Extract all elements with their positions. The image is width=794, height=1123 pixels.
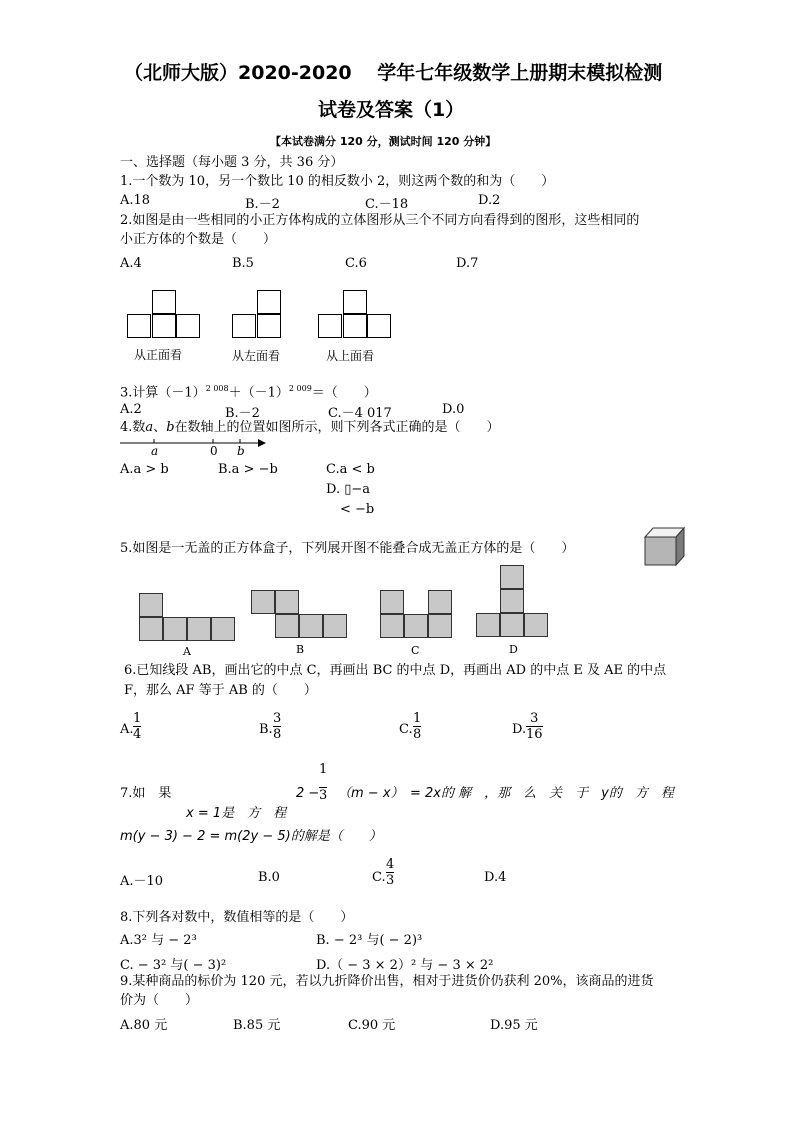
section-heading: 一、选择题（每小题 3 分，共 36 分） — [120, 155, 344, 170]
q4-var-b: b — [166, 420, 175, 435]
q2-option-b: B.5 — [232, 256, 254, 271]
q1-option-c: C.－18 — [365, 197, 409, 212]
q4-sep: 、 — [153, 420, 167, 435]
q6-option-d-denominator: 16 — [526, 727, 543, 742]
q8-stem: 8.下列各对数中，数值相等的是（ ） — [120, 910, 354, 925]
q6-option-a-numerator: 1 — [133, 711, 142, 726]
q1-option-a: A.18 — [120, 193, 151, 208]
q4-option-d: D. ▯−a — [326, 482, 371, 497]
q7-option-c-numerator: 4 — [386, 857, 395, 872]
q7-stem-part-2: x = 1是 方 程 — [186, 806, 287, 821]
q6-option-a-fraction — [133, 711, 141, 742]
q4-option-d-continued: < −b — [340, 502, 375, 517]
q3-stem-part-2: ＋（－1） — [228, 385, 289, 401]
q7-fraction-numerator: 1 — [319, 762, 328, 777]
q7-stem-part-4: m(y − 3) − 2 = m(2y − 5)的解是（ ） — [120, 829, 382, 844]
q9-stem-line-2: 价为（ ） — [120, 993, 199, 1008]
q8-option-a: A.3² 与 − 2³ — [120, 933, 197, 948]
q4-option-c: C.a < b — [326, 462, 375, 477]
q9-option-d: D.95 元 — [490, 1018, 538, 1033]
q9-stem-line-1: 9.某种商品的标价为 120 元，若以九折降价出售，相对于进货价仍获利 20%，该商品的进货 — [120, 974, 654, 989]
q6-option-d-fraction — [526, 711, 543, 742]
q7-stem-part-1: 7.如 果 — [120, 786, 172, 801]
q9-option-c: C.90 元 — [348, 1018, 396, 1033]
q3-option-c: C.－4 017 — [328, 406, 392, 421]
q2-option-d: D.7 — [456, 256, 479, 271]
exam-subtitle: 【本试卷满分 120 分，测试时间 120 分钟】 — [270, 135, 497, 148]
net-c-label: C — [411, 644, 420, 657]
q3-option-a: A.2 — [120, 402, 142, 417]
q6-stem-line-1: 6.已知线段 AB，画出它的中点 C，再画出 BC 的中点 D，再画出 AD 的中点 E 及 AE 的中点 — [124, 663, 667, 678]
q8-option-c: C. − 3² 与( − 3)² — [120, 958, 227, 973]
q1-option-d: D.2 — [478, 193, 501, 208]
q4-var-a: a — [145, 420, 154, 435]
q6-stem-line-2: F，那么 AF 等于 AB 的（ ） — [124, 683, 317, 698]
q4-stem-part-2: 在数轴上的位置如图所示，则下列各式正确的是（ ） — [174, 420, 500, 435]
q6-option-b-prefix: B. — [259, 722, 273, 737]
title-line-2: 试卷及答案（1） — [318, 99, 465, 121]
q4-option-b: B.a > −b — [218, 462, 278, 477]
q7-stem-part-3a: 2 − — [296, 786, 320, 801]
q2-option-c: C.6 — [345, 256, 367, 271]
net-b-label: B — [296, 643, 305, 656]
title-line-1: （北师大版）2020-2020 学年七年级数学上册期末模拟检测 — [124, 62, 663, 84]
q6-option-c-fraction — [413, 711, 421, 742]
q7-fraction — [319, 762, 327, 803]
q6-option-c-numerator: 1 — [413, 711, 422, 726]
axis-label-b: b — [237, 444, 245, 458]
q1-stem: 1.一个数为 10，另一个数比 10 的相反数小 2，则这两个数的和为（ ） — [120, 174, 555, 189]
net-d-label: D — [509, 643, 518, 656]
q3-stem-part-1: 3.计算（－1） — [120, 385, 206, 401]
front-view-label: 从正面看 — [134, 348, 183, 362]
q6-option-b-denominator: 8 — [273, 727, 282, 742]
axis-label-a: a — [151, 444, 159, 458]
q6-option-c-prefix: C. — [399, 722, 413, 737]
q8-option-b: B. − 2³ 与( − 2)³ — [316, 933, 423, 948]
q6-option-d-numerator: 3 — [530, 711, 539, 726]
number-line-figure — [118, 434, 268, 460]
q3-stem — [120, 381, 377, 401]
open-cube-icon — [643, 525, 687, 567]
q5-stem: 5.如图是一无盖的正方体盒子，下列展开图不能叠合成无盖正方体的是（ ） — [120, 541, 575, 556]
q2-stem-line-2: 小正方体的个数是（ ） — [120, 232, 277, 247]
q1-option-b: B.－2 — [245, 197, 280, 212]
q4-option-a: A.a > b — [120, 462, 169, 477]
q7-option-d: D.4 — [484, 870, 507, 885]
left-view-label: 从左面看 — [232, 349, 281, 363]
q6-option-a-prefix: A. — [120, 722, 134, 737]
q7-fraction-denominator: 3 — [319, 788, 328, 803]
q6-option-a-denominator: 4 — [133, 727, 142, 742]
q2-stem-line-1: 2.如图是由一些相同的小正方体构成的立体图形从三个不同方向看得到的图形，这些相同的 — [120, 213, 640, 228]
q9-option-a: A.80 元 — [120, 1018, 168, 1033]
q3-stem-part-3: ＝（ ） — [311, 385, 377, 401]
q4-stem-part-1: 4.数 — [120, 420, 146, 435]
q3-option-d: D.0 — [442, 402, 465, 417]
q2-option-a: A.4 — [120, 256, 142, 271]
top-view-label: 从上面看 — [326, 349, 375, 363]
q6-option-d-prefix: D. — [512, 722, 527, 737]
q7-option-c-fraction — [386, 857, 394, 888]
q8-option-d: D.（ − 3 × 2）² 与 − 3 × 2² — [316, 958, 494, 973]
q3-exponent-2: 2 009 — [288, 384, 312, 393]
q7-option-a: A.－10 — [120, 874, 164, 889]
q6-option-b-fraction — [273, 711, 281, 742]
q9-option-b: B.85 元 — [233, 1018, 281, 1033]
q6-option-c-denominator: 8 — [413, 727, 422, 742]
q7-option-c-prefix: C. — [372, 870, 386, 885]
q7-stem-part-3b: （m − x） = 2x的 解 ，那 么 关 于 y的 方 程 — [338, 786, 674, 801]
q6-option-b-numerator: 3 — [273, 711, 282, 726]
q7-option-b: B.0 — [258, 870, 280, 885]
axis-label-zero: 0 — [210, 444, 218, 458]
q3-option-b: B.－2 — [225, 406, 260, 421]
q3-exponent-1: 2 008 — [205, 384, 229, 393]
q7-option-c-denominator: 3 — [386, 873, 395, 888]
net-a-label: A — [183, 645, 191, 658]
